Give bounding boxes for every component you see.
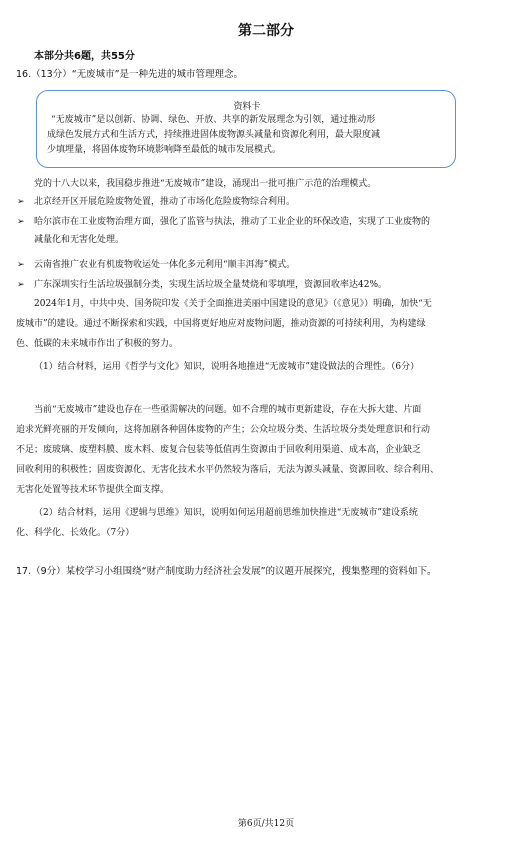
problem-paragraph-line: 不足；废玻璃、废塑料膜、废木料、废复合包装等低值再生资源由于回收利用渠道、成本高，企业缺乏 bbox=[16, 445, 422, 455]
sub-question-2-continued: 化、科学化、长效化。（7分） bbox=[16, 528, 135, 538]
problem-paragraph-line: 回收利用的积极性；固废资源化、无害化技术水平仍然较为落后，无法为源头减量、资源回收、综合利用、 bbox=[16, 465, 440, 475]
bullet-item: 北京经开区开展危险废物处置，推动了市场化危险废物综合利用。 bbox=[34, 197, 296, 207]
sub-question-2: （2）结合材料，运用《逻辑与思维》知识，说明如何运用超前思维加快推进“无废城市”建设系统 bbox=[34, 508, 418, 518]
problem-paragraph-line: 当前“无废城市”建设也存在一些亟需解决的问题。如不合理的城市更新建设，存在大拆大建、片面 bbox=[34, 405, 422, 415]
arrow-bullet-icon: ➢ bbox=[17, 280, 25, 290]
bullet-item-continued: 减量化和无害化处理。 bbox=[34, 235, 125, 245]
intro-paragraph: 党的十八大以来，我国稳步推进“无废城市”建设，涌现出一批可推广示范的治理模式。 bbox=[34, 179, 377, 189]
problem-paragraph-line: 无害化处置等技术环节提供全面支撑。 bbox=[16, 485, 170, 495]
paragraph-2024-line: 色、低碳的未来城市作出了积极的努力。 bbox=[16, 339, 179, 349]
page-footer: 第6页/共12页 bbox=[237, 819, 295, 829]
question-16-header: 16.（13分）“无废城市”是一种先进的城市管理理念。 bbox=[16, 69, 244, 80]
bullet-item: 云南省推广农业有机废物收运处一体化多元利用“顺丰洱海”模式。 bbox=[34, 260, 296, 270]
info-card-title: 资料卡 bbox=[233, 102, 261, 112]
info-card-line: “无废城市”是以创新、协调、绿色、开放、共享的新发展理念为引领，通过推动形 bbox=[51, 115, 376, 125]
section-note: 本部分共6题，共55分 bbox=[34, 51, 135, 62]
info-card-line: 少填埋量，将固体废物环境影响降至最低的城市发展模式。 bbox=[47, 145, 282, 155]
sub-question-1: （1）结合材料，运用《哲学与文化》知识，说明各地推进“无废城市”建设做法的合理性。（6分） bbox=[34, 362, 420, 372]
part-title: 第二部分 bbox=[238, 23, 294, 39]
question-17-header: 17.（9分）某校学习小组围绕“财产制度助力经济社会发展”的议题开展探究，搜集整理的资料如下。 bbox=[16, 566, 437, 577]
problem-paragraph-line: 追求光鲜亮丽的开发倾向，这将加剧各种固体废物的产生；公众垃圾分类、生活垃圾分类处理意识和行动 bbox=[16, 425, 431, 435]
bullet-item: 广东深圳实行生活垃圾强制分类，实现生活垃圾全量焚烧和零填埋，资源回收率达42%。 bbox=[34, 280, 388, 290]
paragraph-2024-line: 废城市”的建设。通过不断探索和实践，中国将更好地应对废物问题，推动资源的可持续利用，为构建绿 bbox=[16, 319, 426, 329]
arrow-bullet-icon: ➢ bbox=[17, 217, 25, 227]
bullet-item: 哈尔滨市在工业废物治理方面，强化了监管与执法，推动了工业企业的环保改造，实现了工业废物的 bbox=[34, 217, 431, 227]
info-card-line: 成绿色发展方式和生活方式，持续推进固体废物源头减量和资源化利用，最大限度减 bbox=[47, 130, 381, 140]
paragraph-2024-line: 2024年1月，中共中央、国务院印发《关于全面推进美丽中国建设的意见》（《意见》）明确，加快“无 bbox=[34, 299, 432, 309]
arrow-bullet-icon: ➢ bbox=[17, 260, 25, 270]
info-card bbox=[36, 90, 456, 168]
arrow-bullet-icon: ➢ bbox=[17, 197, 25, 207]
